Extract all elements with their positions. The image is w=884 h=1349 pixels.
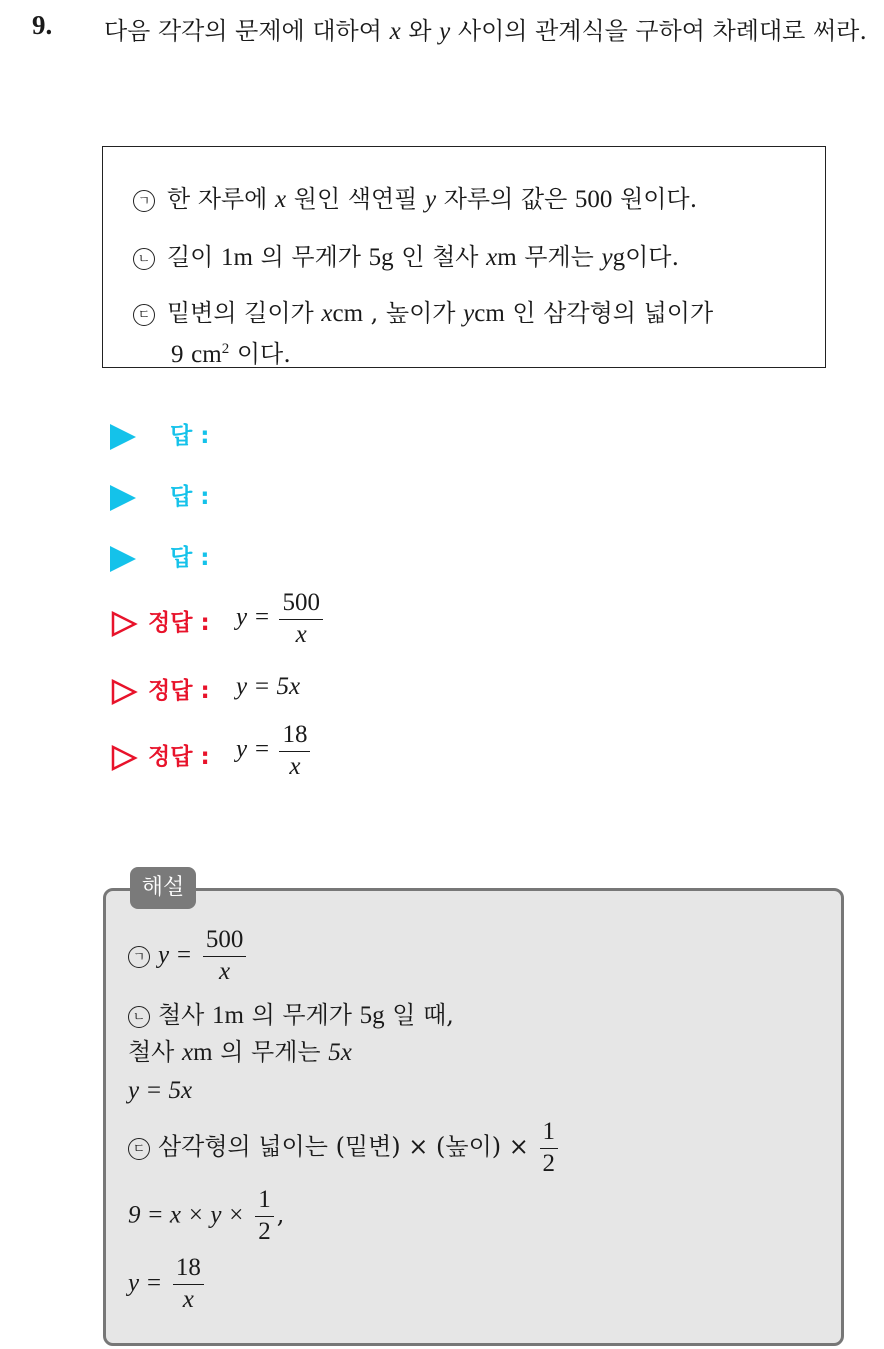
explanation-line-2: ㄴ 철사 1m 의 무게가 5g 일 때,: [128, 999, 454, 1032]
conditions-box: [102, 146, 826, 368]
condition-3: ㄷ 밑변의 길이가 xcm , 높이가 ycm 인 삼각형의 넓이가: [133, 297, 713, 330]
answer-row-3: 답 :: [110, 539, 209, 573]
explanation-line-6: 9 = x × y × $\frac{1}{2}$ ,: [128, 1186, 285, 1245]
fraction: $\frac{500}{x}$: [279, 590, 323, 648]
filled-triangle-icon: [110, 485, 136, 511]
solution-row-3: 정답 :: [110, 738, 210, 772]
explanation-box: [103, 888, 844, 1346]
solution-row-2: 정답 :: [110, 672, 210, 706]
circled-marker: ㄷ: [128, 1138, 150, 1160]
fraction: $\frac{1}{2}$: [255, 1187, 274, 1245]
condition-3-continued: 9 $cm^2$ 이다.: [171, 340, 291, 368]
outline-triangle-icon: [110, 610, 138, 638]
solution-3-expr: y = $\frac{18}{x}$: [236, 722, 313, 780]
fraction: $\frac{1}{2}$: [540, 1119, 559, 1177]
explanation-line-3: 철사 xm 의 무게는 5x: [128, 1038, 352, 1066]
explanation-tab: 해설: [130, 867, 196, 909]
circled-marker: ㄴ: [128, 1006, 150, 1028]
explanation-line-4: y = 5x: [128, 1077, 193, 1104]
fraction: $\frac{18}{x}$: [173, 1255, 204, 1313]
solution-row-1: 정답 :: [110, 604, 210, 638]
circled-marker: ㄱ: [128, 946, 150, 968]
answer-row-2: 답 :: [110, 478, 209, 512]
explanation-line-1: ㄱ y = $\frac{500}{x}$: [128, 927, 249, 985]
circled-marker: ㄷ: [133, 304, 155, 326]
fraction: $\frac{500}{x}$: [203, 927, 247, 985]
fraction: $\frac{18}{x}$: [279, 722, 310, 780]
solution-1-expr: y = $\frac{500}{x}$: [236, 590, 326, 648]
filled-triangle-icon: [110, 424, 136, 450]
circled-marker: ㄴ: [133, 248, 155, 270]
solution-2-expr: y = 5x: [236, 673, 301, 700]
question-number: 9.: [32, 10, 53, 40]
condition-2: ㄴ 길이 1m 의 무게가 5g 인 철사 xm 무게는 yg이다.: [133, 241, 679, 274]
condition-1: ㄱ 한 자루에 x 원인 색연필 y 자루의 값은 500 원이다.: [133, 183, 697, 216]
explanation-line-5: ㄷ 삼각형의 넓이는 (밑변) × (높이) × $\frac{1}{2}$: [128, 1119, 561, 1177]
outline-triangle-icon: [110, 678, 138, 706]
circled-marker: ㄱ: [133, 190, 155, 212]
explanation-line-7: y = $\frac{18}{x}$: [128, 1255, 207, 1313]
outline-triangle-icon: [110, 744, 138, 772]
filled-triangle-icon: [110, 546, 136, 572]
question-text: 다음 각각의 문제에 대하여 x 와 y 사이의 관계식을 구하여 차례대로 써라.: [104, 17, 867, 45]
answer-row-1: 답 :: [110, 417, 209, 451]
